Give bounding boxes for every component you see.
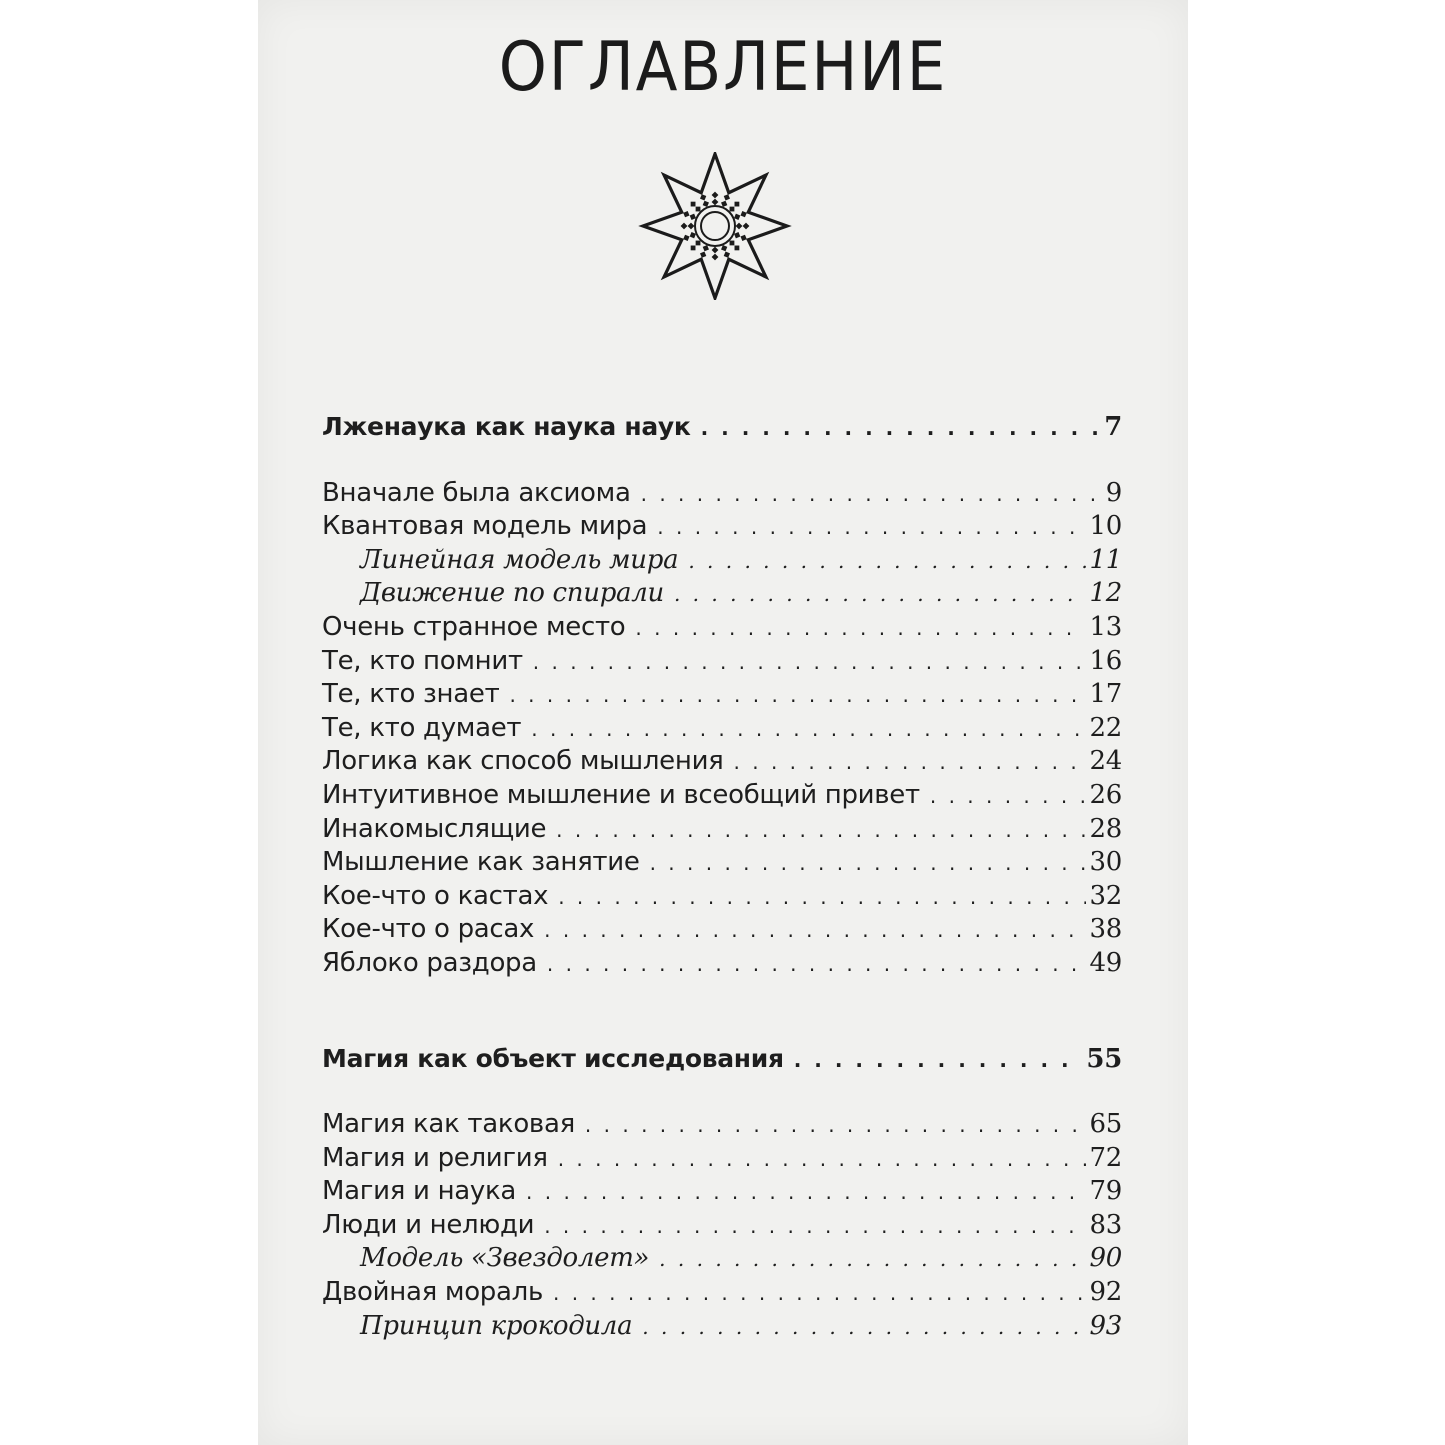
toc-entry-label: Те, кто знает (322, 679, 500, 710)
toc-entry[interactable] (322, 880, 1122, 914)
leader-dots (650, 847, 1086, 881)
toc-entry-label: Квантовая модель мира (322, 511, 648, 542)
toc-page-number: 11 (1089, 544, 1122, 575)
leader-dots (553, 1277, 1086, 1311)
toc-subentry[interactable] (322, 1242, 1122, 1276)
toc-page-number: 92 (1089, 1277, 1122, 1308)
toc-entry-label: Двойная мораль (322, 1277, 543, 1308)
toc-entry-label: Яблоко раздора (322, 947, 537, 978)
toc-page-number: 72 (1089, 1142, 1122, 1173)
toc-page-number: 13 (1089, 611, 1122, 642)
leader-dots (544, 1210, 1085, 1244)
toc-page-number: 10 (1089, 511, 1122, 542)
toc-entry[interactable] (322, 510, 1122, 544)
toc-subentry[interactable] (322, 544, 1122, 578)
toc-subentry[interactable] (322, 577, 1122, 611)
toc-page-number: 93 (1089, 1310, 1122, 1341)
toc-heading-label: Лженаука как наука наук (322, 412, 691, 441)
toc-entry-label: Люди и нелюди (322, 1209, 535, 1240)
toc-subentry-label: Модель «Звездолет» (360, 1243, 650, 1274)
toc-section-heading[interactable] (322, 410, 1122, 444)
leader-dots (930, 780, 1086, 814)
toc-page-number: 7 (1104, 412, 1122, 442)
toc-entry[interactable] (322, 712, 1122, 746)
leader-dots (558, 881, 1085, 915)
leader-dots (526, 1176, 1085, 1210)
toc-page-number: 17 (1089, 679, 1122, 710)
toc-page-number: 9 (1105, 477, 1122, 508)
toc-page-number: 79 (1089, 1176, 1122, 1207)
leader-dots (688, 545, 1085, 579)
toc-entry-label: Магия и наука (322, 1176, 517, 1207)
toc-entry[interactable] (322, 477, 1122, 511)
toc-entry[interactable] (322, 1108, 1122, 1142)
toc-entry[interactable] (322, 1209, 1122, 1243)
toc-entry-label: Инакомыслящие (322, 813, 547, 844)
toc-page-number: 30 (1089, 847, 1122, 878)
toc-heading-label: Магия как объект исследования (322, 1043, 784, 1073)
leader-dots (585, 1109, 1086, 1143)
toc-entry[interactable] (322, 947, 1122, 981)
leader-dots (657, 511, 1085, 545)
toc-entry[interactable] (322, 645, 1122, 679)
toc-subentry-label: Принцип крокодила (360, 1310, 633, 1341)
toc-page-number: 38 (1089, 914, 1122, 945)
eight-pointed-star-icon (630, 152, 800, 300)
toc-page-number: 83 (1089, 1209, 1122, 1240)
leader-dots (674, 578, 1086, 612)
leader-dots (547, 948, 1086, 982)
toc-entry[interactable] (322, 813, 1122, 847)
toc-page-number: 26 (1089, 779, 1122, 810)
toc-page-number: 12 (1089, 578, 1122, 609)
toc-entry-label: Интуитивное мышление и всеобщий привет (322, 779, 920, 810)
book-page (258, 0, 1188, 1445)
toc-entry[interactable] (322, 745, 1122, 779)
leader-dots (509, 679, 1085, 713)
toc-page-number: 55 (1086, 1043, 1122, 1074)
leader-dots (642, 1311, 1085, 1345)
toc-entry[interactable] (322, 1175, 1122, 1209)
toc-page-number: 90 (1089, 1243, 1122, 1274)
toc-page-number: 16 (1089, 645, 1122, 676)
toc-entry-label: Кое-что о расах (322, 914, 535, 945)
leader-dots (533, 646, 1086, 680)
toc-subentry[interactable] (322, 1310, 1122, 1344)
toc-entry[interactable] (322, 846, 1122, 880)
toc-subentry-label: Движение по спирали (360, 578, 664, 609)
toc-entry[interactable] (322, 779, 1122, 813)
toc-page-number: 24 (1089, 746, 1122, 777)
page-title: ОГЛАВЛЕНИЕ (498, 28, 948, 107)
toc-entry-label: Кое-что о кастах (322, 880, 549, 911)
toc-page-number: 49 (1089, 947, 1122, 978)
toc-entry-label: Магия и религия (322, 1142, 548, 1173)
leader-dots (556, 814, 1085, 848)
toc-entry[interactable] (322, 1276, 1122, 1310)
leader-dots (794, 1044, 1083, 1078)
toc-entry-label: Логика как способ мышления (322, 746, 724, 777)
toc-subentry-label: Линейная модель мира (360, 544, 679, 575)
toc-page-number: 22 (1089, 712, 1122, 743)
toc-entry-label: Те, кто думает (322, 712, 522, 743)
toc-entry-label: Магия как таковая (322, 1109, 575, 1140)
toc-entry[interactable] (322, 678, 1122, 712)
toc-entry-label: Мышление как занятие (322, 847, 640, 878)
toc-page-number: 32 (1089, 880, 1122, 911)
toc-page-number: 65 (1089, 1109, 1122, 1140)
leader-dots (701, 412, 1101, 446)
leader-dots (734, 746, 1086, 780)
leader-dots (558, 1143, 1086, 1177)
toc-page-number: 28 (1089, 813, 1122, 844)
toc-entry[interactable] (322, 611, 1122, 645)
toc-entry-label: Те, кто помнит (322, 645, 523, 676)
leader-dots (641, 478, 1102, 512)
toc-entry-label: Очень странное место (322, 611, 626, 642)
toc-section-heading[interactable] (322, 1042, 1122, 1076)
toc-entry[interactable] (322, 913, 1122, 947)
table-of-contents (322, 410, 1122, 1343)
leader-dots (544, 914, 1085, 948)
leader-dots (659, 1243, 1085, 1277)
toc-entry[interactable] (322, 1142, 1122, 1176)
toc-entry-label: Вначале была аксиома (322, 477, 631, 508)
leader-dots (635, 612, 1085, 646)
leader-dots (531, 713, 1085, 747)
